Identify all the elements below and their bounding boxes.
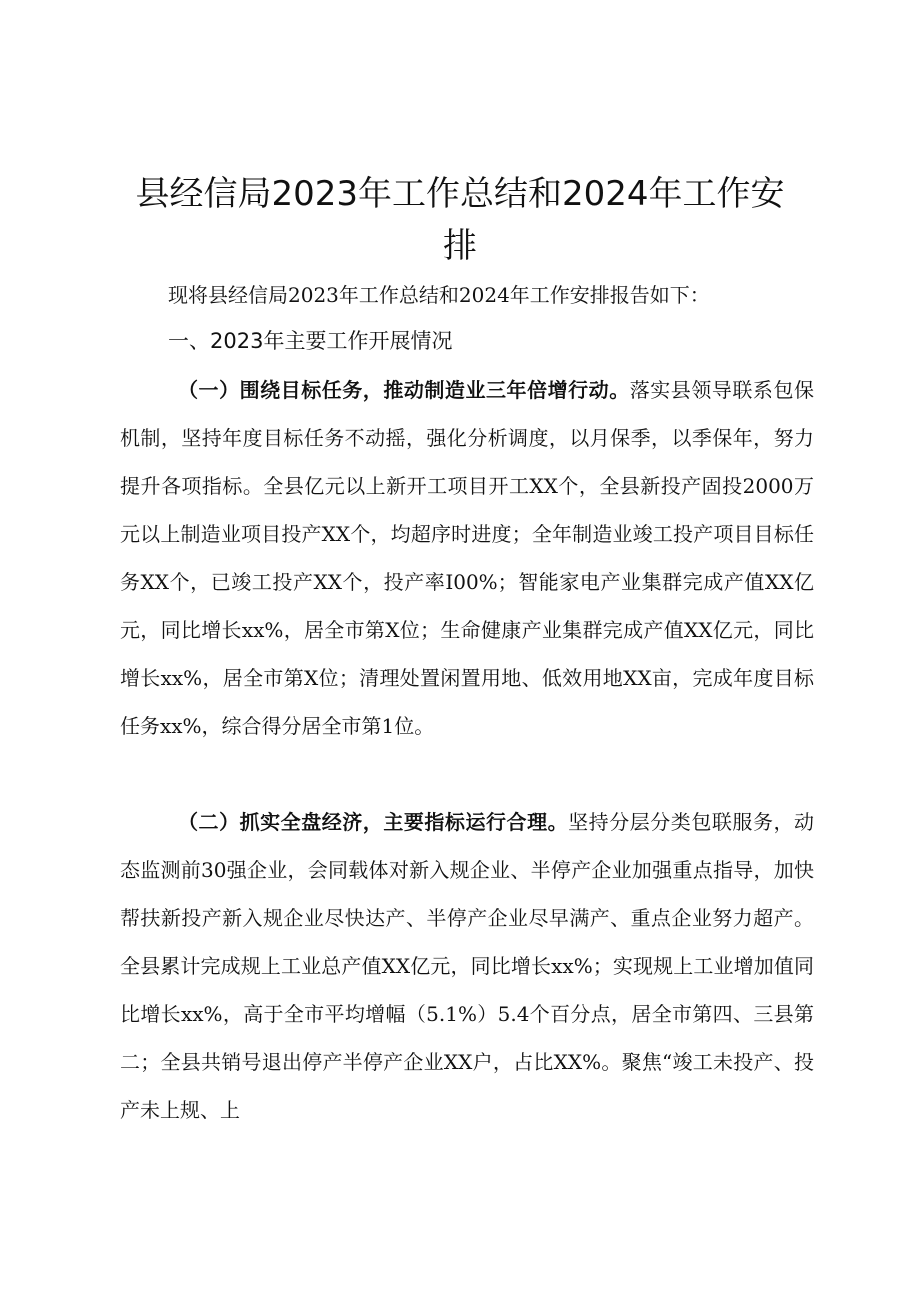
paragraph-2 [120, 798, 814, 1134]
intro-paragraph: 现将县经信局2023年工作总结和2024年工作安排报告如下： [168, 283, 710, 307]
paragraph-2-body: 坚持分层分类包联服务，动态监测前30强企业，会同载体对新入规企业、半停产企业加强重点指导，加快帮扶新投产新入规企业尽快达产、半停产企业尽早满产、重点企业努力超产。全县累计完成规上工业总产值XX亿元，同比增长xx%；实现规上工业增加值同比增长xx%，高于全市平均增幅（5.1%）5.4个百分点，居全市第四、三县第二；全县共销号退出停产半停产企业XX户，占比XX%。聚焦“竣工未投产、投产未上规、上 [120, 810, 815, 1122]
paragraph-1 [120, 366, 814, 750]
title-line-1: 县经信局2023年工作总结和2024年工作安 [135, 174, 785, 214]
paragraph-1-body: 落实县领导联系包保机制，坚持年度目标任务不动摇，强化分析调度，以月保季，以季保年，努力提升各项指标。全县亿元以上新开工项目开工XX个，全县新投产固投2000万元以上制造业项目投产XX个，均超序时进度；全年制造业竣工投产项目目标任务XX个，已竣工投产XX个，投产率I00%；智能家电产业集群完成产值XX亿元，同比增长xx%，居全市第X位；生命健康产业集群完成产值XX亿元，同比增长xx%，居全市第X位；清理处置闲置用地、低效用地XX亩，完成年度目标任务xx%，综合得分居全市第1位。 [120, 378, 815, 738]
paragraph-2-lead: （二）抓实全盘经济，主要指标运行合理。 [178, 810, 569, 834]
document-title [120, 168, 800, 272]
title-line-2: 排 [443, 226, 477, 266]
section-heading: 一、2023年主要工作开展情况 [168, 329, 453, 353]
paragraph-1-lead: （一）围绕目标任务，推动制造业三年倍增行动。 [178, 378, 630, 402]
